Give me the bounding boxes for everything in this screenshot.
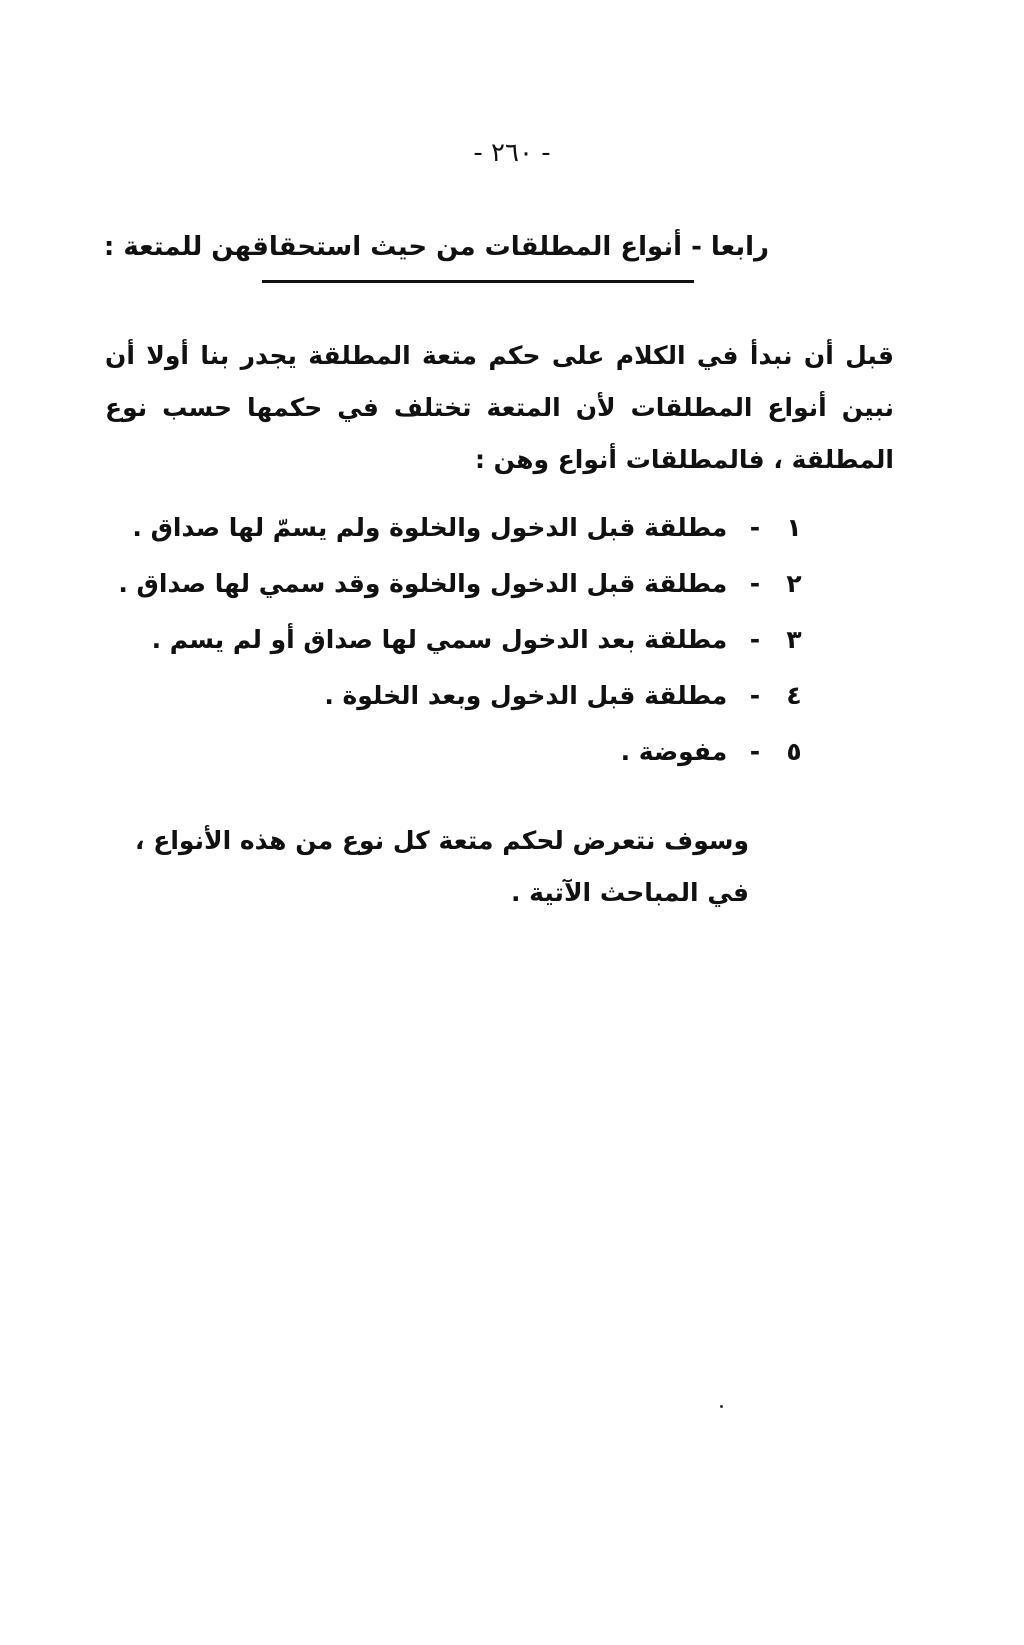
- list-item-text: مطلقة قبل الدخول والخلوة ولم يسمّ لها صداق .: [132, 513, 728, 542]
- list-item-dash: -: [749, 625, 761, 654]
- section-heading: رابعا - أنواع المطلقات من حيث استحقاقهن للمتعة :: [103, 232, 769, 262]
- list-item-text: مطلقة قبل الدخول وبعد الخلوة .: [324, 681, 728, 710]
- list-item-number: ١: [786, 513, 802, 542]
- list-item-dash: -: [749, 513, 761, 542]
- stray-dot-mark: [720, 1405, 723, 1408]
- list-item-number: ٢: [786, 569, 802, 598]
- list-item-dash: -: [749, 737, 761, 766]
- list-item-number: ٥: [786, 737, 802, 766]
- list-item: [118, 500, 814, 556]
- list-item-number: ٤: [786, 681, 802, 710]
- list-item-number: ٣: [786, 625, 802, 654]
- closing-paragraph: وسوف نتعرض لحكم متعة كل نوع من هذه الأنواع ، في المباحث الآتية .: [135, 826, 749, 907]
- intro-paragraph: قبل أن نبدأ في الكلام على حكم متعة المطلقة يجدر بنا أولا أن نبين أنواع المطلقات لأن المتعة تختلف في حكمها حسب نوع المطلقة ، فالمطلقات أنواع وهن :: [105, 341, 894, 474]
- list-item-dash: -: [749, 569, 761, 598]
- types-list: [118, 500, 814, 780]
- list-item-dash: -: [749, 681, 761, 710]
- list-item: [118, 612, 814, 668]
- list-item-text: مطلقة قبل الدخول والخلوة وقد سمي لها صداق .: [118, 569, 728, 598]
- list-item: [118, 556, 814, 612]
- list-item-text: مفوضة .: [620, 737, 728, 766]
- heading-underline: [262, 280, 694, 283]
- list-item: [118, 724, 814, 780]
- list-item: [118, 668, 814, 724]
- list-item-text: مطلقة بعد الدخول سمي لها صداق أو لم يسم .: [151, 625, 728, 654]
- page-number: - ٢٦٠ -: [473, 138, 551, 168]
